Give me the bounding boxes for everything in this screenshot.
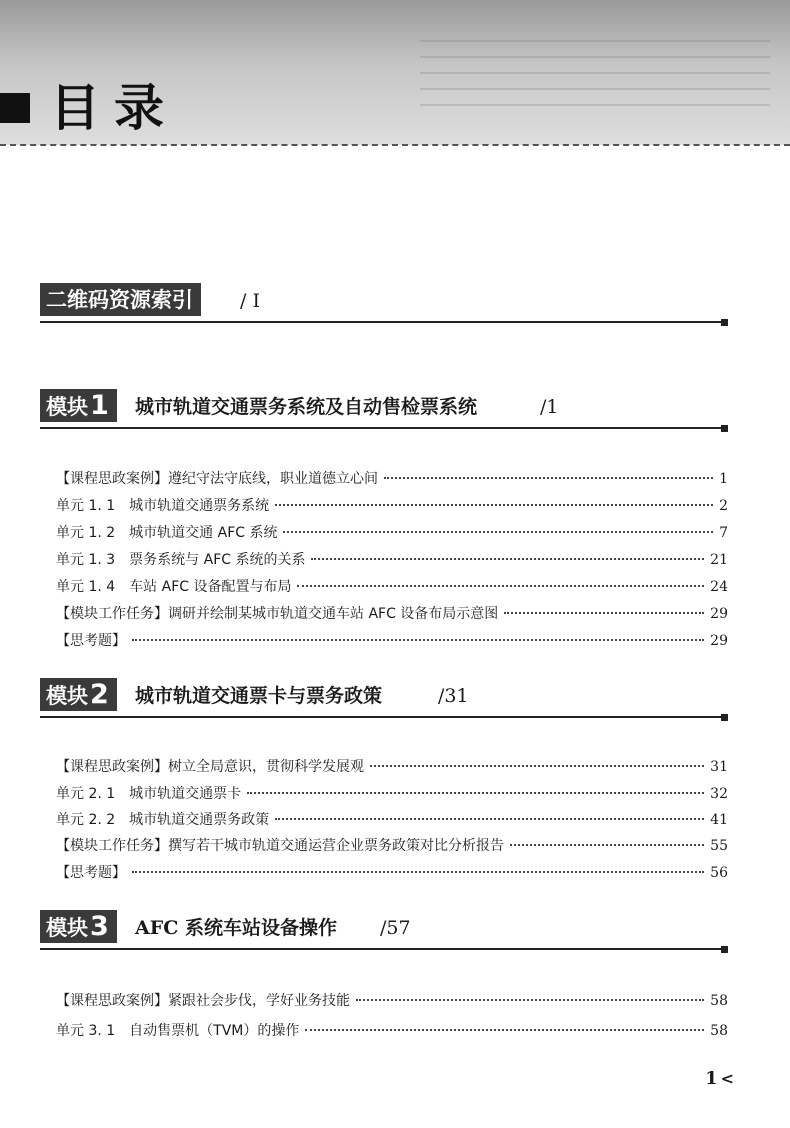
header-divider: [0, 144, 790, 146]
qr-index-page: / I: [240, 290, 260, 312]
module-2-tag: [40, 678, 117, 711]
toc-entry[interactable]: [56, 808, 728, 832]
toc-entry[interactable]: [56, 989, 728, 1013]
entry-page: 32: [710, 786, 728, 802]
dot-leader: [275, 818, 704, 820]
module-tag-number: 3: [90, 911, 109, 942]
entry-label: 【课程思政案例】: [56, 759, 168, 775]
module-1-page: /1: [540, 396, 559, 418]
dot-leader: [283, 531, 713, 533]
entry-title: 车站 AFC 设备配置与布局: [129, 579, 292, 595]
dot-leader: [305, 1029, 704, 1031]
toc-entry[interactable]: [56, 755, 728, 779]
dot-leader: [132, 871, 704, 873]
header-square-marker: [0, 93, 30, 123]
toc-entry[interactable]: [56, 548, 728, 572]
entry-label: 【思考题】: [56, 865, 126, 881]
rule-end-marker: [721, 425, 728, 432]
dot-leader: [247, 792, 704, 794]
toc-entry[interactable]: [56, 494, 728, 518]
entry-title: 城市轨道交通 AFC 系统: [129, 525, 278, 541]
module-1-title: 城市轨道交通票务系统及自动售检票系统: [135, 396, 478, 418]
heading-rule: [40, 948, 728, 950]
entry-page: 7: [719, 525, 728, 541]
entry-title: 树立全局意识，贯彻科学发展观: [168, 759, 364, 775]
qr-index-tag: 二维码资源索引: [40, 283, 201, 316]
entry-label: 【思考题】: [56, 633, 126, 649]
module-tag-number: 2: [90, 679, 109, 710]
entry-page: 2: [719, 498, 728, 514]
dot-leader: [275, 504, 713, 506]
entry-label: 单元 2. 1: [56, 786, 116, 802]
entry-label: 单元 1. 4: [56, 579, 116, 595]
entry-label: 【课程思政案例】: [56, 471, 168, 487]
dot-leader: [311, 558, 704, 560]
module-tag-prefix: 模块: [46, 394, 88, 419]
rule-end-marker: [721, 319, 728, 326]
page-folio: [705, 1067, 734, 1091]
entry-title: 调研并绘制某城市轨道交通车站 AFC 设备布局示意图: [168, 606, 499, 622]
toc-entry[interactable]: [56, 782, 728, 806]
module-tag-number: 1: [90, 390, 109, 421]
dot-leader: [510, 844, 704, 846]
entry-label: 【课程思政案例】: [56, 993, 168, 1009]
bleed-through-texture: [420, 40, 770, 120]
dot-leader: [504, 612, 704, 614]
toc-entry[interactable]: [56, 602, 728, 626]
dot-leader: [132, 639, 704, 641]
heading-rule: [40, 427, 728, 429]
qr-index-heading[interactable]: [40, 283, 728, 323]
toc-entry[interactable]: [56, 861, 728, 885]
toc-entry[interactable]: [56, 521, 728, 545]
heading-rule: [40, 321, 728, 323]
module-3-page: /57: [380, 917, 411, 939]
entry-page: 29: [710, 633, 728, 649]
module-tag-prefix: 模块: [46, 915, 88, 940]
entry-title: 自动售票机（TVM）的操作: [129, 1023, 300, 1039]
module-2-page: /31: [438, 685, 469, 707]
dot-leader: [356, 999, 704, 1001]
entry-label: 【模块工作任务】: [56, 838, 168, 854]
entry-title: 城市轨道交通票务系统: [129, 498, 270, 514]
toc-entry[interactable]: [56, 834, 728, 858]
dot-leader: [297, 585, 704, 587]
entry-page: 31: [710, 759, 728, 775]
folio-number: 1: [705, 1068, 718, 1089]
entry-page: 58: [710, 1023, 728, 1039]
entry-label: 单元 1. 1: [56, 498, 116, 514]
dot-leader: [370, 765, 704, 767]
entry-title: 票务系统与 AFC 系统的关系: [129, 552, 306, 568]
entry-page: 56: [710, 865, 728, 881]
module-1-heading[interactable]: [40, 389, 728, 429]
page-title: 目录: [50, 79, 178, 137]
entry-page: 41: [710, 812, 728, 828]
entry-label: 单元 2. 2: [56, 812, 116, 828]
entry-title: 城市轨道交通票卡: [129, 786, 242, 802]
rule-end-marker: [721, 946, 728, 953]
module-2-heading[interactable]: [40, 678, 728, 718]
dot-leader: [384, 477, 713, 479]
entry-title: 撰写若干城市轨道交通运营企业票务政策对比分析报告: [168, 838, 504, 854]
entry-page: 1: [719, 471, 728, 487]
toc-entry[interactable]: [56, 467, 728, 491]
entry-label: 单元 1. 3: [56, 552, 116, 568]
entry-title: 紧跟社会步伐，学好业务技能: [168, 993, 350, 1009]
toc-entry[interactable]: [56, 629, 728, 653]
entry-page: 24: [710, 579, 728, 595]
module-tag-prefix: 模块: [46, 683, 88, 708]
entry-label: 【模块工作任务】: [56, 606, 168, 622]
module-3-title: AFC 系统车站设备操作: [135, 917, 337, 939]
entry-title: 城市轨道交通票务政策: [129, 812, 270, 828]
module-3-heading[interactable]: [40, 910, 728, 950]
rule-end-marker: [721, 714, 728, 721]
entry-label: 单元 1. 2: [56, 525, 116, 541]
toc-entry[interactable]: [56, 575, 728, 599]
module-3-tag: [40, 910, 117, 943]
module-2-title: 城市轨道交通票卡与票务政策: [135, 685, 383, 707]
heading-rule: [40, 716, 728, 718]
entry-page: 55: [710, 838, 728, 854]
entry-title: 遵纪守法守底线，职业道德立心间: [168, 471, 378, 487]
entry-page: 58: [710, 993, 728, 1009]
entry-page: 29: [710, 606, 728, 622]
folio-arrow-icon: <: [720, 1069, 734, 1088]
entry-page: 21: [710, 552, 728, 568]
module-1-tag: [40, 389, 117, 422]
entry-label: 单元 3. 1: [56, 1023, 116, 1039]
toc-entry[interactable]: [56, 1019, 728, 1043]
